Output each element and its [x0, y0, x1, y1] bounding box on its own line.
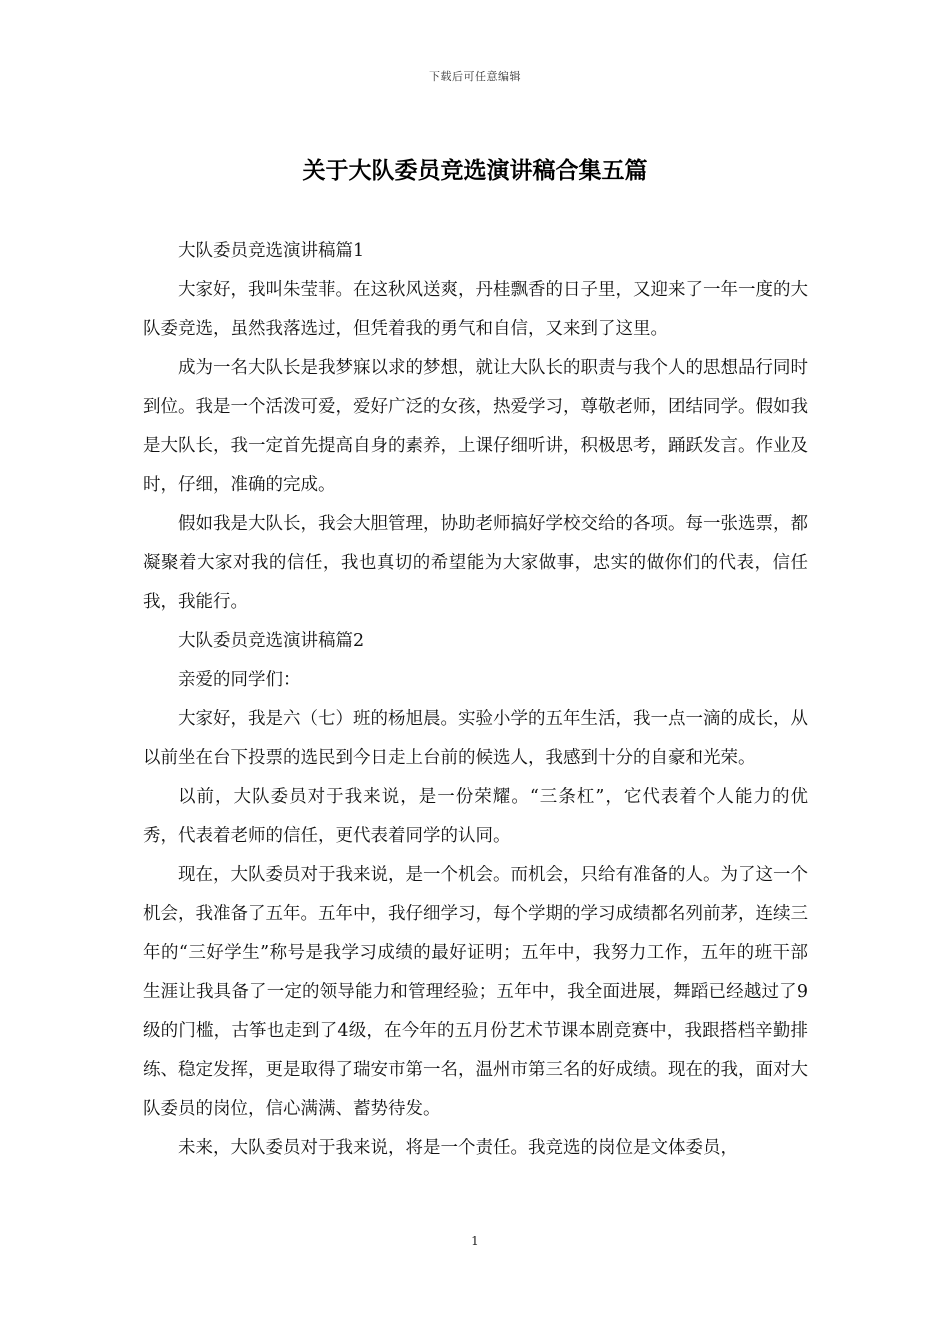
page-number: 1	[471, 1234, 479, 1248]
section-heading-1: 大队委员竞选演讲稿篇1	[178, 241, 365, 261]
section-heading-2: 大队委员竞选演讲稿篇2	[178, 631, 365, 651]
document-body	[143, 232, 808, 1168]
salutation: 亲爱的同学们：	[178, 670, 301, 690]
paragraph: 假如我是大队长，我会大胆管理，协助老师搞好学校交给的各项。每一张选票，都凝聚着大家对我的信任，我也真切的希望能为大家做事，忠实的做你们的代表，信任我，我能行。	[143, 514, 808, 612]
paragraph: 现在，大队委员对于我来说，是一个机会。而机会，只给有准备的人。为了这一个机会，我准备了五年。五年中，我仔细学习，每个学期的学习成绩都名列前茅，连续三年的“三好学生”称号是我学习成绩的最好证明；五年中，我努力工作，五年的班干部生涯让我具备了一定的领导能力和管理经验；五年中，我全面进展，舞蹈已经越过了9级的门槛，古筝也走到了4级，在今年的五月份艺术节课本剧竞赛中，我跟搭档辛勤排练、稳定发挥，更是取得了瑞安市第一名，温州市第三名的好成绩。现在的我，面对大队委员的岗位，信心满满、蓄势待发。	[143, 865, 808, 1119]
paragraph: 以前，大队委员对于我来说，是一份荣耀。“三条杠”，它代表着个人能力的优秀，代表着老师的信任，更代表着同学的认同。	[143, 787, 808, 846]
paragraph: 成为一名大队长是我梦寐以求的梦想，就让大队长的职责与我个人的思想品行同时到位。我是一个活泼可爱，爱好广泛的女孩，热爱学习，尊敬老师，团结同学。假如我是大队长，我一定首先提高自身的素养，上课仔细听讲，积极思考，踊跃发言。作业及时，仔细，准确的完成。	[143, 358, 808, 495]
header-note: 下载后可任意编辑	[429, 70, 521, 83]
paragraph: 大家好，我是六（七）班的杨旭晨。实验小学的五年生活，我一点一滴的成长，从以前坐在台下投票的选民到今日走上台前的候选人，我感到十分的自豪和光荣。	[143, 709, 808, 768]
document-title: 关于大队委员竞选演讲稿合集五篇	[302, 157, 648, 184]
paragraph: 未来，大队委员对于我来说，将是一个责任。我竞选的岗位是文体委员，	[178, 1138, 738, 1158]
paragraph: 大家好，我叫朱莹菲。在这秋风送爽，丹桂飘香的日子里，又迎来了一年一度的大队委竞选，虽然我落选过，但凭着我的勇气和自信，又来到了这里。	[143, 280, 808, 339]
